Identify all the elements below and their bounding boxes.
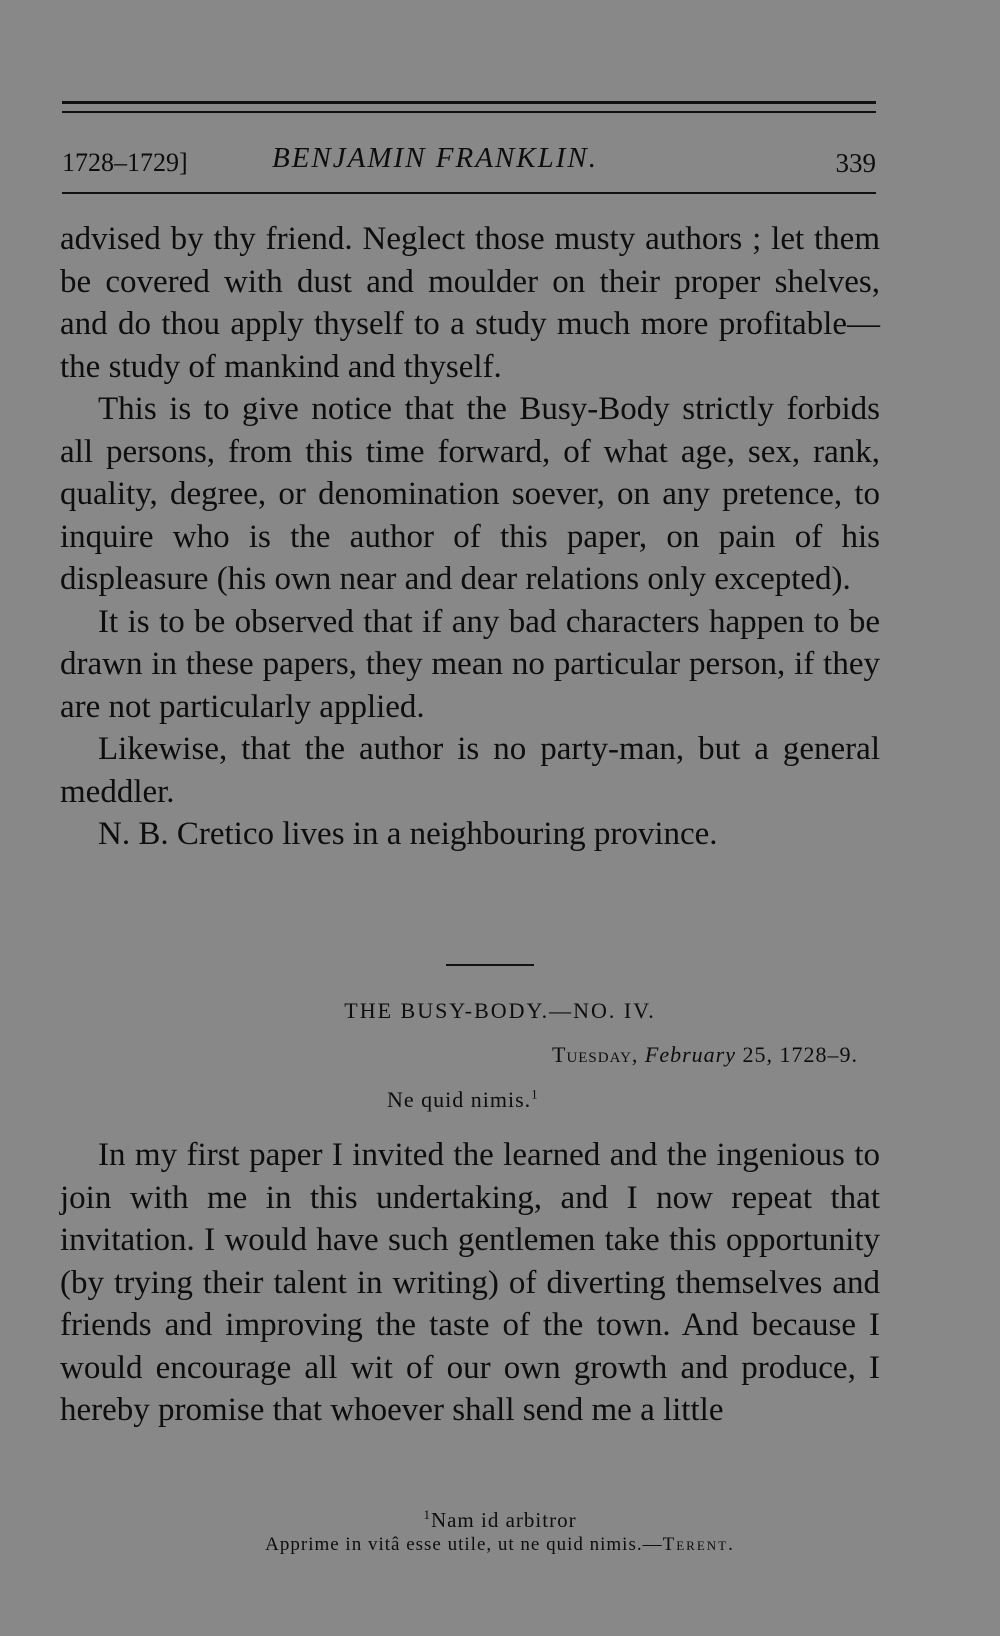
issue-date bbox=[552, 1042, 858, 1068]
footnote-line-1 bbox=[0, 1508, 1000, 1533]
running-header bbox=[62, 140, 876, 180]
motto-text: Ne quid nimis. bbox=[387, 1087, 532, 1112]
footnote-author: Terent. bbox=[662, 1534, 735, 1555]
body-text-bottom bbox=[60, 1134, 880, 1432]
continuation-paragraph: advised by thy friend. Neglect those musty authors ; let them be covered with dust and moulder on their proper shelves, and do thou apply thyself to a study much more profitable—the study of mankind and thyself. bbox=[60, 221, 880, 385]
date-day: Tuesday, bbox=[552, 1042, 639, 1067]
date-month: February bbox=[644, 1042, 736, 1067]
section-heading: THE BUSY-BODY.—NO. IV. bbox=[344, 998, 656, 1023]
body-text-top bbox=[60, 218, 880, 856]
paragraph-nota-bene: N. B. Cretico lives in a neighbouring province. bbox=[98, 816, 718, 852]
header-rule-bottom bbox=[62, 192, 876, 194]
footnote-text-1: Nam id arbitror bbox=[430, 1508, 577, 1532]
opening-paragraph: In my first paper I invited the learned and the ingenious to join with me in this undertaking, and I now repeat that invitation. I would have such gentlemen take this opportunity (by trying their talent in writing) of diverting themselves and friends and improving the taste of the town. And because I would encourage all wit of our own growth and produce, I hereby promise that whoever shall send me a little bbox=[60, 1137, 880, 1428]
paragraph-characters: It is to be observed that if any bad characters happen to be drawn in these papers, they mean no particular person, if they are not particularly applied. bbox=[60, 603, 880, 725]
motto bbox=[387, 1087, 539, 1113]
footnote-text-2: Apprime in vitâ esse utile, ut ne quid nimis.— bbox=[265, 1534, 663, 1555]
paragraph-notice: This is to give notice that the Busy-Body strictly forbids all persons, from this time forward, of what age, sex, rank, quality, degree, or denomination soever, on any pretence, to inquire who is the author of this paper, on pain of his displeasure (his own near and dear relations only excepted). bbox=[60, 391, 880, 597]
header-years: 1728–1729] bbox=[62, 148, 188, 177]
header-rule-top-inner bbox=[62, 111, 876, 113]
date-rest: 25, 1728–9. bbox=[742, 1042, 858, 1067]
footnote-mark: 1 bbox=[423, 1507, 431, 1522]
header-title: BENJAMIN FRANKLIN. bbox=[272, 142, 598, 174]
paragraph-meddler: Likewise, that the author is no party-man, but a general meddler. bbox=[60, 731, 880, 810]
motto-note-mark: 1 bbox=[531, 1086, 539, 1102]
section-divider bbox=[446, 964, 534, 966]
header-rule-top bbox=[62, 101, 876, 104]
page-number: 339 bbox=[835, 148, 876, 178]
footnote-line-2 bbox=[0, 1534, 1000, 1556]
